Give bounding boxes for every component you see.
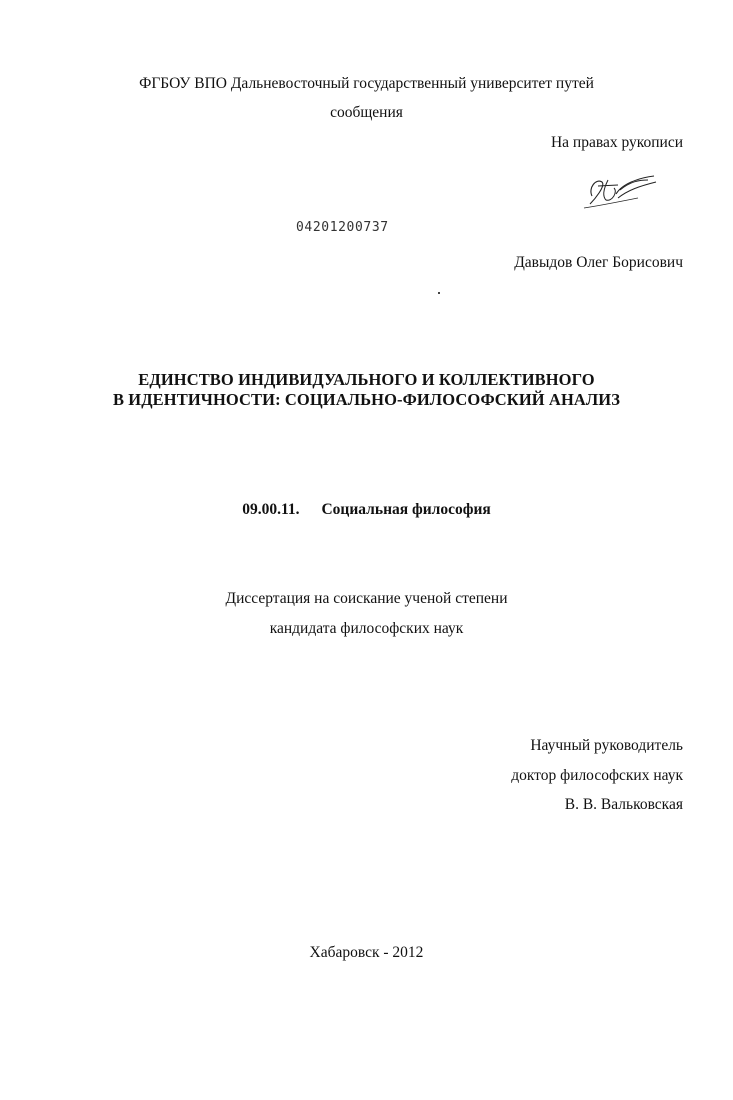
supervisor-role: Научный руководитель [530, 737, 683, 754]
supervisor-name: В. В. Вальковская [564, 796, 683, 813]
institution-line-1: ФГБОУ ВПО Дальневосточный государственный университет путей [139, 75, 594, 92]
author-name: Давыдов Олег Борисович [514, 254, 683, 271]
title-line-2: В ИДЕНТИЧНОСТИ: СОЦИАЛЬНО-ФИЛОСОФСКИЙ АНАЛИЗ [112, 390, 621, 409]
supervisor-degree: доктор философских наук [511, 767, 683, 784]
institution-line-2: сообщения [330, 104, 403, 121]
title-line-1: ЕДИНСТВО ИНДИВИДУАЛЬНОГО И КОЛЛЕКТИВНОГО [138, 370, 595, 389]
degree-line-2: кандидата философских наук [269, 620, 464, 637]
manuscript-rights-label: На правах рукописи [550, 134, 683, 151]
specialty-line [0, 500, 733, 520]
specialty-code: 09.00.11. [242, 501, 300, 518]
city-year: Хабаровск - 2012 [309, 944, 424, 961]
degree-line-1: Диссертация на соискание ученой степени [225, 590, 508, 607]
registration-code: 04201200737 [296, 220, 389, 235]
scan-speck [438, 292, 440, 294]
specialty-name: Социальная философия [321, 501, 491, 518]
handwritten-signature [578, 168, 660, 210]
